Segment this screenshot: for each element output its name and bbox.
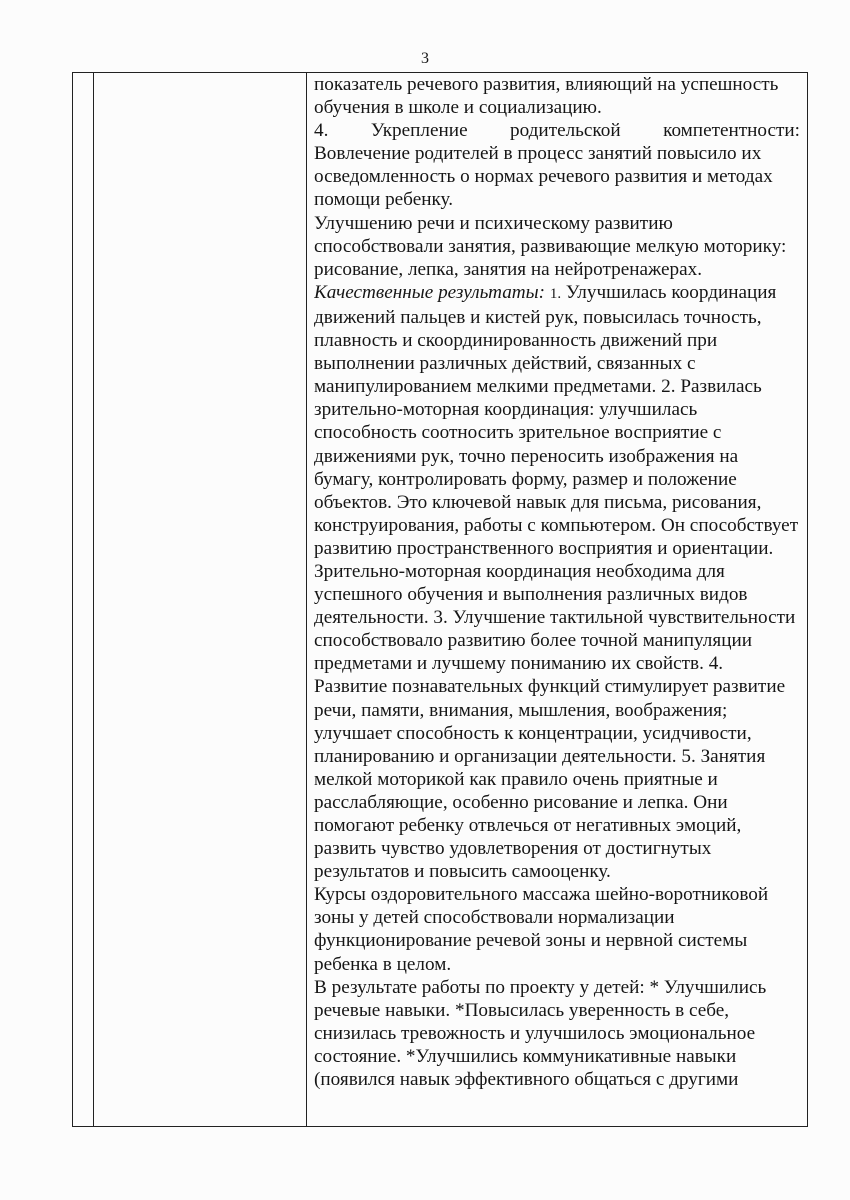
page-number: 3 <box>421 50 429 67</box>
paragraph-massage: Курсы оздоровительного массажа шейно-воротниковой зоны у детей способствовали нормализации функционирование речевой зоны и нервной системы ребенка в целом. <box>314 884 769 975</box>
content-table <box>72 72 808 1127</box>
fine-motor-intro: Улучшению речи и психическому развитию способствовали занятия, развивающие мелкую моторику: рисование, лепка, занятия на нейротренажерах. <box>314 212 787 280</box>
qualitative-results-label: Качественные результаты: <box>314 281 546 303</box>
paragraph-fine-motor <box>314 212 800 884</box>
table-column-number <box>73 73 94 1126</box>
table-column-title <box>94 73 307 1126</box>
fine-motor-results: Улучшилась координация движений пальцев и кистей рук, повысилась точность, плавность и скоординированность движений при выполнении различных действий, связанных с манипулированием мелкими предметами. 2. Развилась зрительно-моторная координация: улучшилась способность соотносить зрительное восприятие с движениями рук, точно переносить изображения на бумагу, контролировать форму, размер и положение объектов. Это ключевой навык для письма, рисования, конструирования, работы с компьютером. Он способствует развитию пространственного восприятия и ориентации. Зрительно-моторная координация необходима для успешного обучения и выполнения различных видов деятельности. 3. Улучшение тактильной чувствительности способствовало развитию более точной манипуляции предметами и лучшему пониманию их свойств. 4. Развитие познавательных функций стимулирует развитие речи, памяти, внимания, мышления, воображения; улучшает способность к концентрации, усидчивости, планированию и организации деятельности. 5. Занятия мелкой моторикой как правило очень приятные и расслабляющие, особенно рисование и лепка. Они помогают ребенку отвлечься от негативных эмоций, развить чувство удовлетворения от достигнутых результатов и повысить самооценку. <box>314 281 799 883</box>
paragraph-project-results: В результате работы по проекту у детей: * Улучшились речевые навыки. *Повысилась уверенность в себе, снизилась тревожность и улучшилось эмоциональное состояние. *Улучшились коммуникативные навыки (появился навык эффективного общаться с другими <box>314 976 767 1091</box>
table-column-description <box>314 73 800 1126</box>
result-number-1: 1. <box>549 285 562 302</box>
paragraph-parent-competence-heading: 4. Укрепление родительской компетентности: <box>314 120 800 142</box>
paragraph-speech-indicator: показатель речевого развития, влияющий на успешность обучения в школе и социализацию. <box>314 74 779 119</box>
paragraph-parent-competence-body: Вовлечение родителей в процесс занятий повысило их осведомленность о нормах речевого развития и методах помощи ребенку. <box>314 143 773 211</box>
